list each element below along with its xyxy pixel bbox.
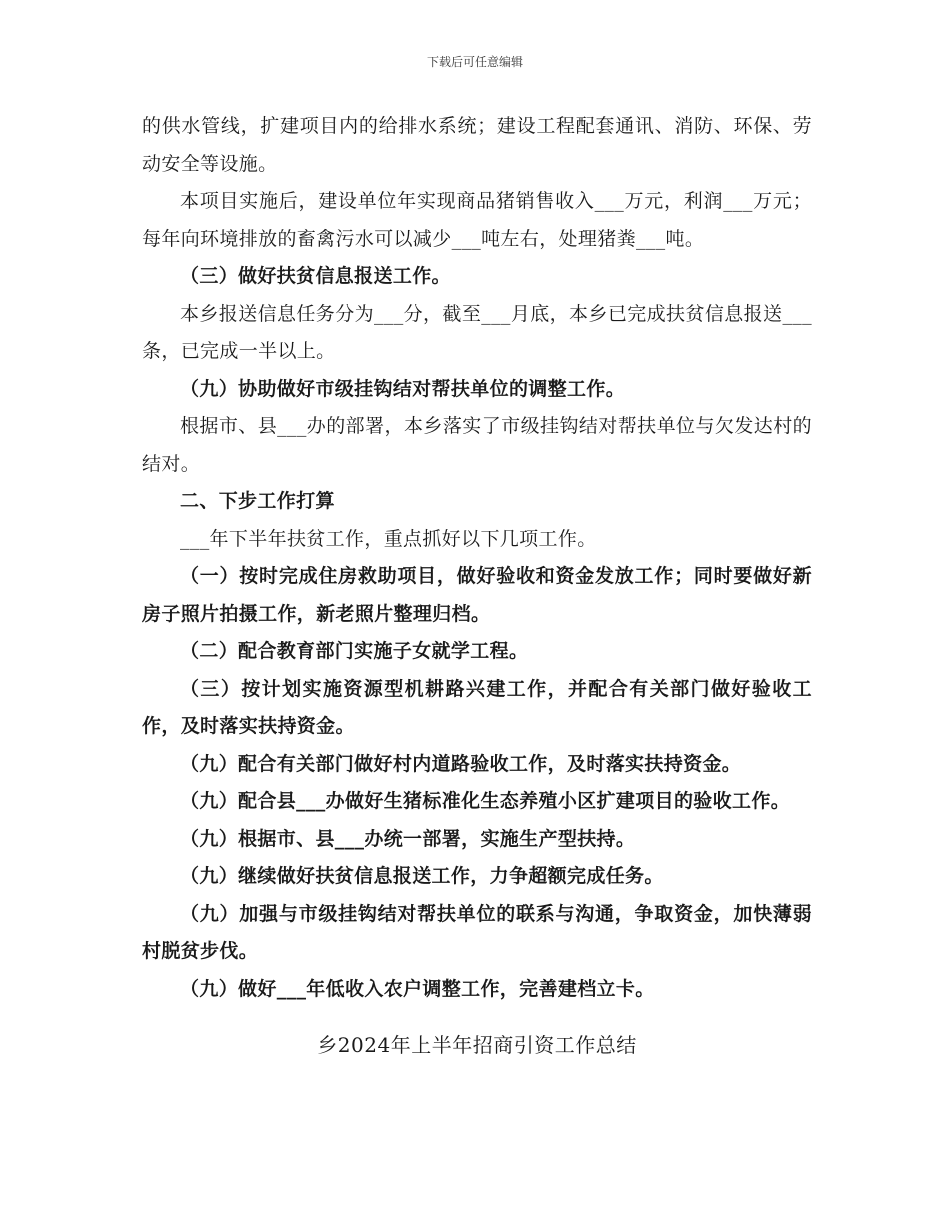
plan-item: （九）加强与市级挂钩结对帮扶单位的联系与沟通，争取资金，加快薄弱村脱贫步伐。 <box>142 902 812 962</box>
paragraph: ___年下半年扶贫工作，重点抓好以下几项工作。 <box>180 527 597 550</box>
section-heading: （三）做好扶贫信息报送工作。 <box>180 265 451 287</box>
next-document-title: 乡2024年上半年招商引资工作总结 <box>317 1033 637 1057</box>
paragraph: 的供水管线，扩建项目内的给排水系统；建设工程配套通讯、消防、环保、劳动安全等设施。 <box>142 115 812 175</box>
page-header-note: 下载后可任意编辑 <box>426 55 523 69</box>
section-heading: （九）协助做好市级挂钩结对帮扶单位的调整工作。 <box>180 377 626 400</box>
document-body <box>142 108 812 1064</box>
plan-item: （二）配合教育部门实施子女就学工程。 <box>180 640 529 662</box>
paragraph: 本乡报送信息任务分为___分，截至___月底，本乡已完成扶贫信息报送___条，已完成一半以上。 <box>142 302 812 362</box>
plan-item: （一）按时完成住房救助项目，做好验收和资金发放工作；同时要做好新房子照片拍摄工作，新老照片整理归档。 <box>142 565 812 625</box>
plan-item: （三）按计划实施资源型机耕路兴建工作，并配合有关部门做好验收工作，及时落实扶持资金。 <box>142 677 812 737</box>
section-heading: 二、下步工作打算 <box>180 490 335 512</box>
plan-item: （九）继续做好扶贫信息报送工作，力争超额完成任务。 <box>180 865 664 887</box>
paragraph: 本项目实施后，建设单位年实现商品猪销售收入___万元，利润___万元；每年向环境排放的畜禽污水可以减少___吨左右，处理猪粪___吨。 <box>142 190 812 250</box>
paragraph: 根据市、县___办的部署，本乡落实了市级挂钩结对帮扶单位与欠发达村的结对。 <box>142 415 812 475</box>
plan-item: （九）根据市、县___办统一部署，实施生产型扶持。 <box>180 827 636 850</box>
plan-item: （九）配合县___办做好生猪标准化生态养殖小区扩建项目的验收工作。 <box>180 790 791 812</box>
plan-item: （九）做好___年低收入农户调整工作，完善建档立卡。 <box>180 977 655 1000</box>
plan-item: （九）配合有关部门做好村内道路验收工作，及时落实扶持资金。 <box>180 752 742 775</box>
